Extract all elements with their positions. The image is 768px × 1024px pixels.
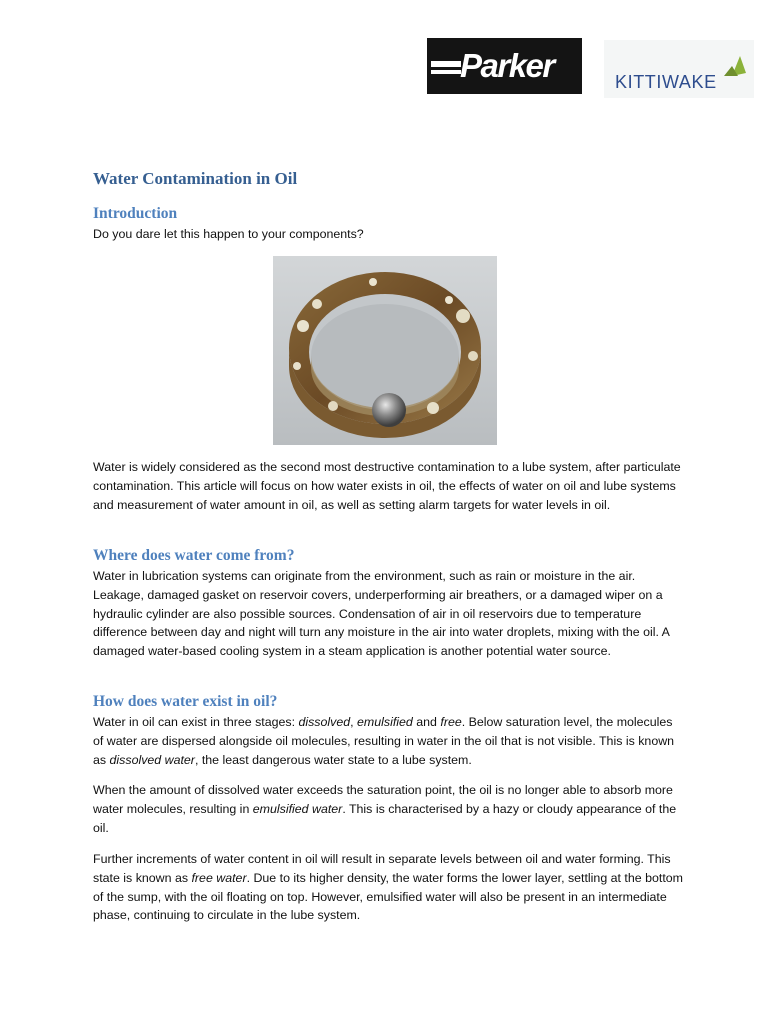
text-span: , the least dangerous water state to a lube system.: [194, 752, 472, 767]
emphasis-emulsified-water: emulsified water: [252, 801, 343, 816]
document-title: Water Contamination in Oil: [93, 169, 298, 188]
emphasis-free: free: [440, 715, 462, 729]
text-span: . Below saturation level, the molecules of water are dispersed alongside oil molecules, resulting in water in the oil that is not visible. This is known as: [93, 715, 675, 767]
water-source-paragraph: Water in lubrication systems can originate from the environment, such as rain or moisture in the air. Leakage, damaged gasket on reservoir covers, underperforming air breathers, or a damaged wiper on a hydraulic cylinder are also possible sources. Condensation of air in oil reservoirs due to temperature difference between day and night will turn any moisture in the air into water droplets, mixing with the oil. A damaged water-based cooling system in a steam application is another potential water source.: [93, 569, 670, 659]
text-span: . Due to its higher density, the water forms the lower layer, settling at the bottom of the sump, with the oil floating on top. However, emulsified water will also be present in an intermediate phase, continuing to circulate in the lube system.: [93, 870, 683, 923]
introduction-text: Do you dare let this happen to your components?: [93, 227, 364, 241]
introduction-heading: Introduction: [93, 205, 178, 222]
text-span: ,: [350, 715, 358, 729]
corroded-bearing-ring-photo-icon: [273, 256, 497, 445]
text-span: and: [412, 715, 441, 729]
corroded-bearing-photo: [273, 256, 497, 445]
parker-logo: [427, 38, 582, 94]
emphasis-dissolved: dissolved: [298, 715, 351, 729]
text-span: When the amount of dissolved water exceeds the saturation point, the oil is no longer able to absorb more water molecules, resulting in: [93, 783, 673, 816]
emphasis-dissolved-water: dissolved water: [109, 752, 195, 767]
kittiwake-logo-text: KITTIWAKE: [615, 72, 717, 92]
water-stages-paragraph: [93, 713, 683, 769]
text-span: . This is characterised by a hazy or cloudy appearance of the oil.: [93, 801, 677, 835]
text-span: Further increments of water content in oil will result in separate levels between oil and water forming. This state is known as: [93, 852, 671, 885]
text-span: Water in oil can exist in three stages:: [93, 715, 299, 729]
water-state-heading: How does water exist in oil?: [93, 693, 278, 710]
emulsified-water-paragraph: [93, 781, 683, 837]
emphasis-free-water: free water: [191, 870, 247, 885]
parker-logo-text: Parker: [460, 47, 554, 84]
free-water-paragraph: [93, 850, 683, 925]
water-source-heading: Where does water come from?: [93, 547, 295, 564]
emphasis-emulsified: emulsified: [357, 715, 413, 729]
kittiwake-logo: [604, 40, 754, 98]
intro-paragraph: Water is widely considered as the second most destructive contamination to a lube system, after particulate contamination. This article will focus on how water exists in oil, the effects of water on oil and lube systems and measurement of water amount in oil, as well as setting alarm targets for water levels in oil.: [93, 460, 681, 512]
